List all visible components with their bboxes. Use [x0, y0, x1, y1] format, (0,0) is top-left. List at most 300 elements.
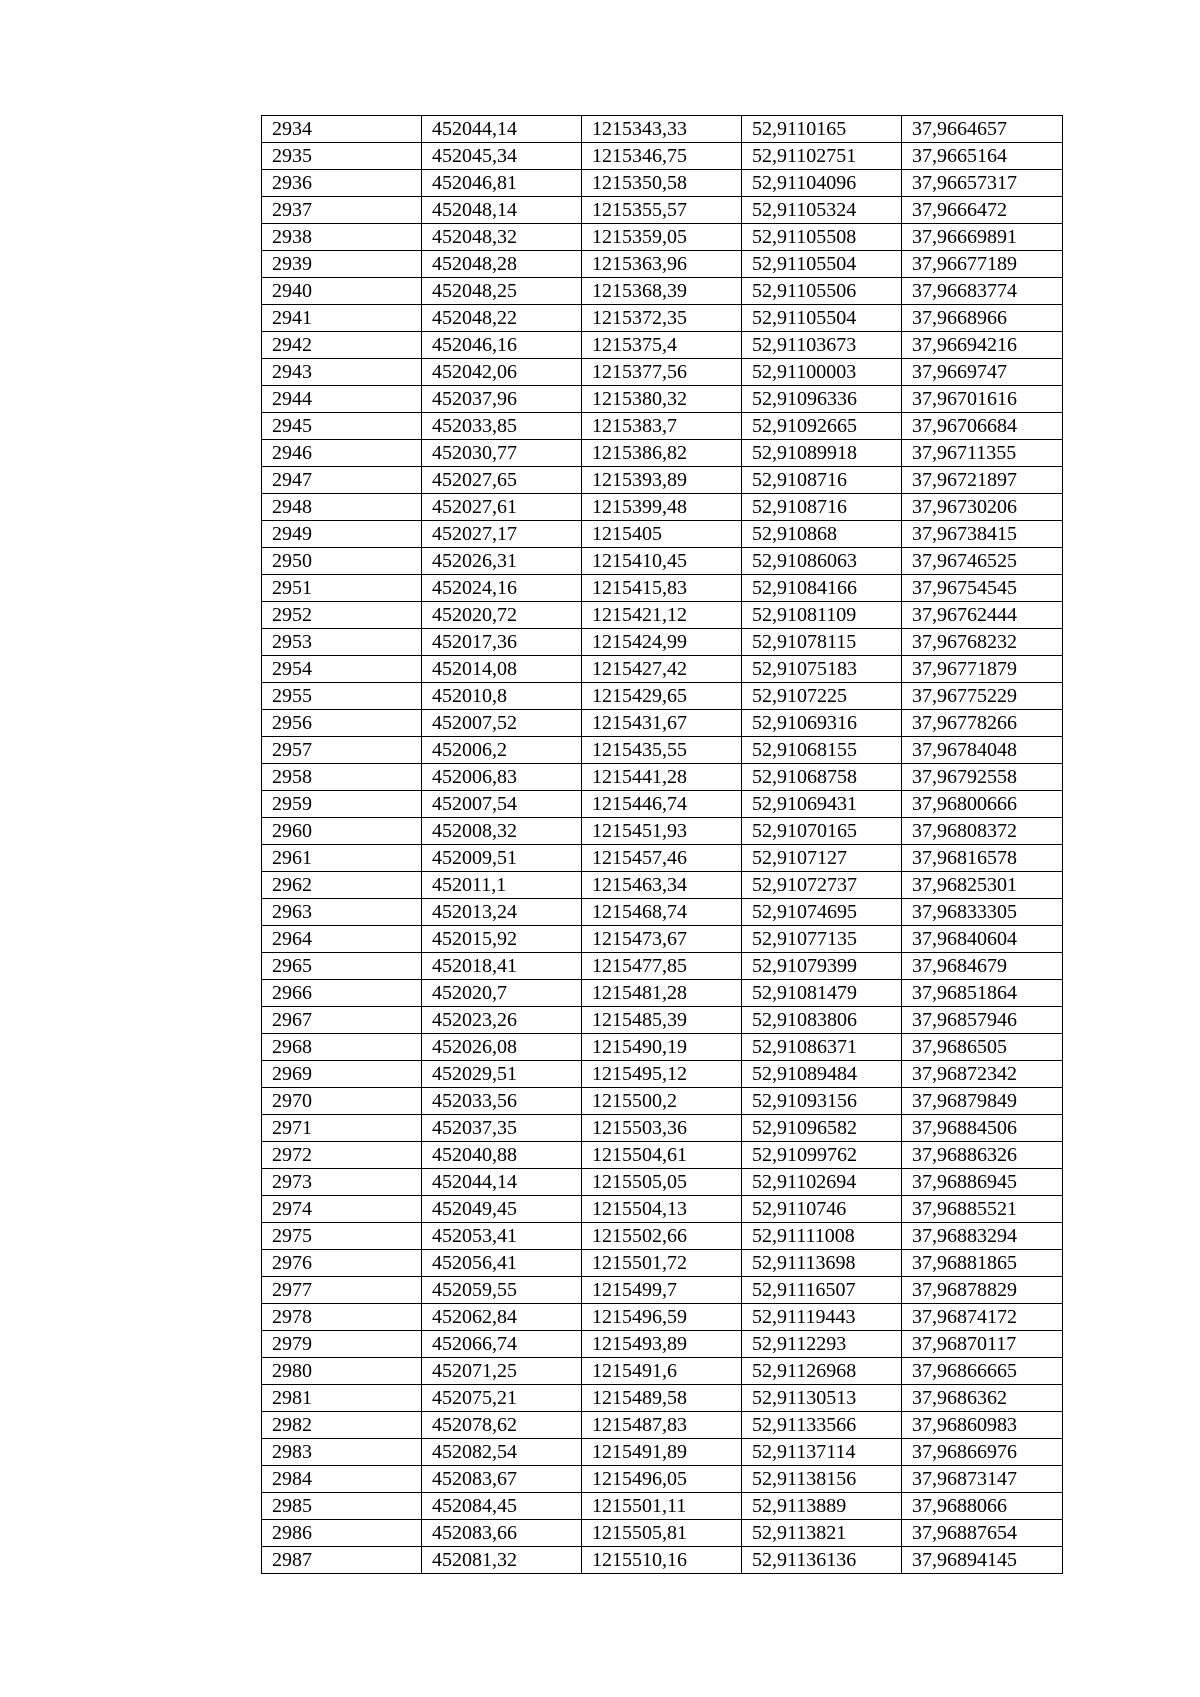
longitude-cell: 37,96762444	[902, 602, 1063, 629]
point-number-cell: 2976	[262, 1250, 422, 1277]
latitude-cell: 52,9113889	[742, 1493, 902, 1520]
longitude-cell: 37,96721897	[902, 467, 1063, 494]
latitude-cell: 52,91105324	[742, 197, 902, 224]
y-coordinate-cell: 1215490,19	[582, 1034, 742, 1061]
latitude-cell: 52,91105504	[742, 251, 902, 278]
table-row	[262, 359, 1063, 386]
point-number-cell: 2981	[262, 1385, 422, 1412]
table-row	[262, 1061, 1063, 1088]
x-coordinate-cell: 452083,67	[422, 1466, 582, 1493]
point-number-cell: 2986	[262, 1520, 422, 1547]
y-coordinate-cell: 1215375,4	[582, 332, 742, 359]
y-coordinate-cell: 1215343,33	[582, 116, 742, 143]
x-coordinate-cell: 452010,8	[422, 683, 582, 710]
x-coordinate-cell: 452026,31	[422, 548, 582, 575]
point-number-cell: 2984	[262, 1466, 422, 1493]
point-number-cell: 2961	[262, 845, 422, 872]
longitude-cell: 37,96800666	[902, 791, 1063, 818]
point-number-cell: 2983	[262, 1439, 422, 1466]
table-body	[262, 116, 1063, 1574]
table-row	[262, 1331, 1063, 1358]
point-number-cell: 2959	[262, 791, 422, 818]
table-row	[262, 251, 1063, 278]
x-coordinate-cell: 452044,14	[422, 116, 582, 143]
y-coordinate-cell: 1215393,89	[582, 467, 742, 494]
latitude-cell: 52,9112293	[742, 1331, 902, 1358]
y-coordinate-cell: 1215399,48	[582, 494, 742, 521]
table-row	[262, 683, 1063, 710]
x-coordinate-cell: 452048,14	[422, 197, 582, 224]
y-coordinate-cell: 1215501,72	[582, 1250, 742, 1277]
point-number-cell: 2977	[262, 1277, 422, 1304]
x-coordinate-cell: 452013,24	[422, 899, 582, 926]
y-coordinate-cell: 1215346,75	[582, 143, 742, 170]
y-coordinate-cell: 1215410,45	[582, 548, 742, 575]
point-number-cell: 2966	[262, 980, 422, 1007]
longitude-cell: 37,9664657	[902, 116, 1063, 143]
latitude-cell: 52,91102751	[742, 143, 902, 170]
y-coordinate-cell: 1215355,57	[582, 197, 742, 224]
latitude-cell: 52,91081109	[742, 602, 902, 629]
table-row	[262, 143, 1063, 170]
y-coordinate-cell: 1215493,89	[582, 1331, 742, 1358]
y-coordinate-cell: 1215372,35	[582, 305, 742, 332]
longitude-cell: 37,96873147	[902, 1466, 1063, 1493]
table-row	[262, 791, 1063, 818]
latitude-cell: 52,91086063	[742, 548, 902, 575]
longitude-cell: 37,96784048	[902, 737, 1063, 764]
x-coordinate-cell: 452027,17	[422, 521, 582, 548]
x-coordinate-cell: 452042,06	[422, 359, 582, 386]
latitude-cell: 52,9108716	[742, 467, 902, 494]
table-row	[262, 1196, 1063, 1223]
longitude-cell: 37,96711355	[902, 440, 1063, 467]
longitude-cell: 37,96884506	[902, 1115, 1063, 1142]
longitude-cell: 37,9684679	[902, 953, 1063, 980]
y-coordinate-cell: 1215503,36	[582, 1115, 742, 1142]
point-number-cell: 2973	[262, 1169, 422, 1196]
point-number-cell: 2971	[262, 1115, 422, 1142]
longitude-cell: 37,96872342	[902, 1061, 1063, 1088]
point-number-cell: 2972	[262, 1142, 422, 1169]
x-coordinate-cell: 452009,51	[422, 845, 582, 872]
y-coordinate-cell: 1215427,42	[582, 656, 742, 683]
table-row	[262, 845, 1063, 872]
latitude-cell: 52,91133566	[742, 1412, 902, 1439]
longitude-cell: 37,96879849	[902, 1088, 1063, 1115]
x-coordinate-cell: 452071,25	[422, 1358, 582, 1385]
x-coordinate-cell: 452048,28	[422, 251, 582, 278]
table-row	[262, 1142, 1063, 1169]
table-row	[262, 116, 1063, 143]
table-row	[262, 386, 1063, 413]
y-coordinate-cell: 1215487,83	[582, 1412, 742, 1439]
y-coordinate-cell: 1215499,7	[582, 1277, 742, 1304]
x-coordinate-cell: 452081,32	[422, 1547, 582, 1574]
x-coordinate-cell: 452044,14	[422, 1169, 582, 1196]
y-coordinate-cell: 1215496,05	[582, 1466, 742, 1493]
latitude-cell: 52,91069431	[742, 791, 902, 818]
point-number-cell: 2985	[262, 1493, 422, 1520]
x-coordinate-cell: 452045,34	[422, 143, 582, 170]
table-row	[262, 1034, 1063, 1061]
latitude-cell: 52,91068758	[742, 764, 902, 791]
x-coordinate-cell: 452018,41	[422, 953, 582, 980]
table-row	[262, 818, 1063, 845]
x-coordinate-cell: 452027,61	[422, 494, 582, 521]
point-number-cell: 2939	[262, 251, 422, 278]
y-coordinate-cell: 1215424,99	[582, 629, 742, 656]
y-coordinate-cell: 1215505,05	[582, 1169, 742, 1196]
y-coordinate-cell: 1215435,55	[582, 737, 742, 764]
latitude-cell: 52,91083806	[742, 1007, 902, 1034]
latitude-cell: 52,91126968	[742, 1358, 902, 1385]
x-coordinate-cell: 452059,55	[422, 1277, 582, 1304]
latitude-cell: 52,91072737	[742, 872, 902, 899]
x-coordinate-cell: 452027,65	[422, 467, 582, 494]
x-coordinate-cell: 452011,1	[422, 872, 582, 899]
point-number-cell: 2974	[262, 1196, 422, 1223]
point-number-cell: 2942	[262, 332, 422, 359]
x-coordinate-cell: 452033,85	[422, 413, 582, 440]
longitude-cell: 37,96885521	[902, 1196, 1063, 1223]
y-coordinate-cell: 1215491,89	[582, 1439, 742, 1466]
longitude-cell: 37,9686362	[902, 1385, 1063, 1412]
y-coordinate-cell: 1215405	[582, 521, 742, 548]
latitude-cell: 52,91096582	[742, 1115, 902, 1142]
y-coordinate-cell: 1215501,11	[582, 1493, 742, 1520]
x-coordinate-cell: 452075,21	[422, 1385, 582, 1412]
table-row	[262, 1250, 1063, 1277]
x-coordinate-cell: 452020,72	[422, 602, 582, 629]
x-coordinate-cell: 452082,54	[422, 1439, 582, 1466]
table-row	[262, 413, 1063, 440]
y-coordinate-cell: 1215363,96	[582, 251, 742, 278]
x-coordinate-cell: 452024,16	[422, 575, 582, 602]
latitude-cell: 52,91074695	[742, 899, 902, 926]
x-coordinate-cell: 452048,32	[422, 224, 582, 251]
point-number-cell: 2969	[262, 1061, 422, 1088]
table-row	[262, 629, 1063, 656]
point-number-cell: 2957	[262, 737, 422, 764]
y-coordinate-cell: 1215505,81	[582, 1520, 742, 1547]
x-coordinate-cell: 452023,26	[422, 1007, 582, 1034]
y-coordinate-cell: 1215468,74	[582, 899, 742, 926]
y-coordinate-cell: 1215477,85	[582, 953, 742, 980]
point-number-cell: 2936	[262, 170, 422, 197]
longitude-cell: 37,96866976	[902, 1439, 1063, 1466]
table-row	[262, 1223, 1063, 1250]
y-coordinate-cell: 1215473,67	[582, 926, 742, 953]
y-coordinate-cell: 1215495,12	[582, 1061, 742, 1088]
point-number-cell: 2967	[262, 1007, 422, 1034]
latitude-cell: 52,91105508	[742, 224, 902, 251]
latitude-cell: 52,91102694	[742, 1169, 902, 1196]
y-coordinate-cell: 1215481,28	[582, 980, 742, 1007]
x-coordinate-cell: 452046,81	[422, 170, 582, 197]
table-row	[262, 1115, 1063, 1142]
y-coordinate-cell: 1215491,6	[582, 1358, 742, 1385]
table-row	[262, 1304, 1063, 1331]
x-coordinate-cell: 452037,35	[422, 1115, 582, 1142]
x-coordinate-cell: 452062,84	[422, 1304, 582, 1331]
y-coordinate-cell: 1215368,39	[582, 278, 742, 305]
table-row	[262, 197, 1063, 224]
latitude-cell: 52,91086371	[742, 1034, 902, 1061]
point-number-cell: 2955	[262, 683, 422, 710]
y-coordinate-cell: 1215429,65	[582, 683, 742, 710]
latitude-cell: 52,91105506	[742, 278, 902, 305]
point-number-cell: 2965	[262, 953, 422, 980]
latitude-cell: 52,91093156	[742, 1088, 902, 1115]
latitude-cell: 52,91084166	[742, 575, 902, 602]
table-row	[262, 1277, 1063, 1304]
y-coordinate-cell: 1215457,46	[582, 845, 742, 872]
table-row	[262, 602, 1063, 629]
longitude-cell: 37,96886945	[902, 1169, 1063, 1196]
longitude-cell: 37,96694216	[902, 332, 1063, 359]
x-coordinate-cell: 452015,92	[422, 926, 582, 953]
table-row	[262, 764, 1063, 791]
x-coordinate-cell: 452083,66	[422, 1520, 582, 1547]
x-coordinate-cell: 452040,88	[422, 1142, 582, 1169]
latitude-cell: 52,91092665	[742, 413, 902, 440]
x-coordinate-cell: 452056,41	[422, 1250, 582, 1277]
y-coordinate-cell: 1215489,58	[582, 1385, 742, 1412]
latitude-cell: 52,91089484	[742, 1061, 902, 1088]
x-coordinate-cell: 452006,2	[422, 737, 582, 764]
x-coordinate-cell: 452066,74	[422, 1331, 582, 1358]
longitude-cell: 37,96792558	[902, 764, 1063, 791]
table-row	[262, 467, 1063, 494]
longitude-cell: 37,96669891	[902, 224, 1063, 251]
latitude-cell: 52,91075183	[742, 656, 902, 683]
x-coordinate-cell: 452008,32	[422, 818, 582, 845]
table-row	[262, 710, 1063, 737]
x-coordinate-cell: 452084,45	[422, 1493, 582, 1520]
longitude-cell: 37,9686505	[902, 1034, 1063, 1061]
y-coordinate-cell: 1215441,28	[582, 764, 742, 791]
x-coordinate-cell: 452033,56	[422, 1088, 582, 1115]
x-coordinate-cell: 452049,45	[422, 1196, 582, 1223]
point-number-cell: 2964	[262, 926, 422, 953]
latitude-cell: 52,91089918	[742, 440, 902, 467]
table-row	[262, 737, 1063, 764]
longitude-cell: 37,96870117	[902, 1331, 1063, 1358]
y-coordinate-cell: 1215350,58	[582, 170, 742, 197]
point-number-cell: 2960	[262, 818, 422, 845]
x-coordinate-cell: 452037,96	[422, 386, 582, 413]
latitude-cell: 52,91100003	[742, 359, 902, 386]
longitude-cell: 37,96833305	[902, 899, 1063, 926]
point-number-cell: 2952	[262, 602, 422, 629]
table-row	[262, 575, 1063, 602]
point-number-cell: 2987	[262, 1547, 422, 1574]
x-coordinate-cell: 452007,52	[422, 710, 582, 737]
point-number-cell: 2945	[262, 413, 422, 440]
x-coordinate-cell: 452046,16	[422, 332, 582, 359]
point-number-cell: 2975	[262, 1223, 422, 1250]
latitude-cell: 52,91105504	[742, 305, 902, 332]
x-coordinate-cell: 452053,41	[422, 1223, 582, 1250]
x-coordinate-cell: 452014,08	[422, 656, 582, 683]
point-number-cell: 2941	[262, 305, 422, 332]
latitude-cell: 52,91113698	[742, 1250, 902, 1277]
y-coordinate-cell: 1215463,34	[582, 872, 742, 899]
y-coordinate-cell: 1215504,13	[582, 1196, 742, 1223]
y-coordinate-cell: 1215421,12	[582, 602, 742, 629]
longitude-cell: 37,96771879	[902, 656, 1063, 683]
point-number-cell: 2953	[262, 629, 422, 656]
point-number-cell: 2968	[262, 1034, 422, 1061]
y-coordinate-cell: 1215496,59	[582, 1304, 742, 1331]
y-coordinate-cell: 1215451,93	[582, 818, 742, 845]
latitude-cell: 52,91116507	[742, 1277, 902, 1304]
table-row	[262, 521, 1063, 548]
y-coordinate-cell: 1215359,05	[582, 224, 742, 251]
table-row	[262, 872, 1063, 899]
table-row	[262, 980, 1063, 1007]
longitude-cell: 37,96857946	[902, 1007, 1063, 1034]
latitude-cell: 52,910868	[742, 521, 902, 548]
table-row	[262, 953, 1063, 980]
x-coordinate-cell: 452048,22	[422, 305, 582, 332]
point-number-cell: 2940	[262, 278, 422, 305]
longitude-cell: 37,96860983	[902, 1412, 1063, 1439]
point-number-cell: 2970	[262, 1088, 422, 1115]
x-coordinate-cell: 452020,7	[422, 980, 582, 1007]
latitude-cell: 52,9110746	[742, 1196, 902, 1223]
latitude-cell: 52,91070165	[742, 818, 902, 845]
longitude-cell: 37,96778266	[902, 710, 1063, 737]
longitude-cell: 37,96851864	[902, 980, 1063, 1007]
point-number-cell: 2958	[262, 764, 422, 791]
longitude-cell: 37,9668966	[902, 305, 1063, 332]
longitude-cell: 37,96887654	[902, 1520, 1063, 1547]
point-number-cell: 2934	[262, 116, 422, 143]
latitude-cell: 52,91099762	[742, 1142, 902, 1169]
coordinates-table	[261, 115, 1063, 1574]
point-number-cell: 2962	[262, 872, 422, 899]
y-coordinate-cell: 1215415,83	[582, 575, 742, 602]
longitude-cell: 37,96683774	[902, 278, 1063, 305]
longitude-cell: 37,96881865	[902, 1250, 1063, 1277]
table-row	[262, 1358, 1063, 1385]
x-coordinate-cell: 452048,25	[422, 278, 582, 305]
point-number-cell: 2943	[262, 359, 422, 386]
latitude-cell: 52,9110165	[742, 116, 902, 143]
y-coordinate-cell: 1215377,56	[582, 359, 742, 386]
longitude-cell: 37,9669747	[902, 359, 1063, 386]
longitude-cell: 37,96816578	[902, 845, 1063, 872]
latitude-cell: 52,91081479	[742, 980, 902, 1007]
longitude-cell: 37,96894145	[902, 1547, 1063, 1574]
latitude-cell: 52,91077135	[742, 926, 902, 953]
table-row	[262, 1520, 1063, 1547]
latitude-cell: 52,91104096	[742, 170, 902, 197]
point-number-cell: 2937	[262, 197, 422, 224]
table-row	[262, 224, 1063, 251]
latitude-cell: 52,91111008	[742, 1223, 902, 1250]
x-coordinate-cell: 452078,62	[422, 1412, 582, 1439]
table-row	[262, 278, 1063, 305]
x-coordinate-cell: 452029,51	[422, 1061, 582, 1088]
table-row	[262, 899, 1063, 926]
latitude-cell: 52,91096336	[742, 386, 902, 413]
table-row	[262, 440, 1063, 467]
point-number-cell: 2980	[262, 1358, 422, 1385]
point-number-cell: 2954	[262, 656, 422, 683]
table-row	[262, 1547, 1063, 1574]
point-number-cell: 2949	[262, 521, 422, 548]
longitude-cell: 37,96677189	[902, 251, 1063, 278]
longitude-cell: 37,96808372	[902, 818, 1063, 845]
point-number-cell: 2947	[262, 467, 422, 494]
latitude-cell: 52,91068155	[742, 737, 902, 764]
point-number-cell: 2948	[262, 494, 422, 521]
y-coordinate-cell: 1215510,16	[582, 1547, 742, 1574]
point-number-cell: 2935	[262, 143, 422, 170]
y-coordinate-cell: 1215380,32	[582, 386, 742, 413]
longitude-cell: 37,96886326	[902, 1142, 1063, 1169]
table-row	[262, 1169, 1063, 1196]
latitude-cell: 52,91079399	[742, 953, 902, 980]
table-row	[262, 548, 1063, 575]
point-number-cell: 2950	[262, 548, 422, 575]
point-number-cell: 2982	[262, 1412, 422, 1439]
longitude-cell: 37,9666472	[902, 197, 1063, 224]
y-coordinate-cell: 1215383,7	[582, 413, 742, 440]
latitude-cell: 52,91130513	[742, 1385, 902, 1412]
latitude-cell: 52,91138156	[742, 1466, 902, 1493]
x-coordinate-cell: 452006,83	[422, 764, 582, 791]
y-coordinate-cell: 1215446,74	[582, 791, 742, 818]
table-row	[262, 1088, 1063, 1115]
longitude-cell: 37,96825301	[902, 872, 1063, 899]
longitude-cell: 37,9665164	[902, 143, 1063, 170]
table-row	[262, 656, 1063, 683]
point-number-cell: 2938	[262, 224, 422, 251]
longitude-cell: 37,96768232	[902, 629, 1063, 656]
longitude-cell: 37,96754545	[902, 575, 1063, 602]
point-number-cell: 2956	[262, 710, 422, 737]
longitude-cell: 37,9688066	[902, 1493, 1063, 1520]
table-row	[262, 170, 1063, 197]
latitude-cell: 52,91069316	[742, 710, 902, 737]
table-row	[262, 1466, 1063, 1493]
y-coordinate-cell: 1215386,82	[582, 440, 742, 467]
table-row	[262, 1385, 1063, 1412]
longitude-cell: 37,96738415	[902, 521, 1063, 548]
longitude-cell: 37,96775229	[902, 683, 1063, 710]
y-coordinate-cell: 1215504,61	[582, 1142, 742, 1169]
point-number-cell: 2951	[262, 575, 422, 602]
latitude-cell: 52,91137114	[742, 1439, 902, 1466]
table-row	[262, 1493, 1063, 1520]
latitude-cell: 52,91136136	[742, 1547, 902, 1574]
longitude-cell: 37,96746525	[902, 548, 1063, 575]
point-number-cell: 2944	[262, 386, 422, 413]
point-number-cell: 2979	[262, 1331, 422, 1358]
latitude-cell: 52,9107225	[742, 683, 902, 710]
table-row	[262, 1007, 1063, 1034]
point-number-cell: 2963	[262, 899, 422, 926]
longitude-cell: 37,96706684	[902, 413, 1063, 440]
latitude-cell: 52,9108716	[742, 494, 902, 521]
latitude-cell: 52,9107127	[742, 845, 902, 872]
latitude-cell: 52,91078115	[742, 629, 902, 656]
table-row	[262, 305, 1063, 332]
